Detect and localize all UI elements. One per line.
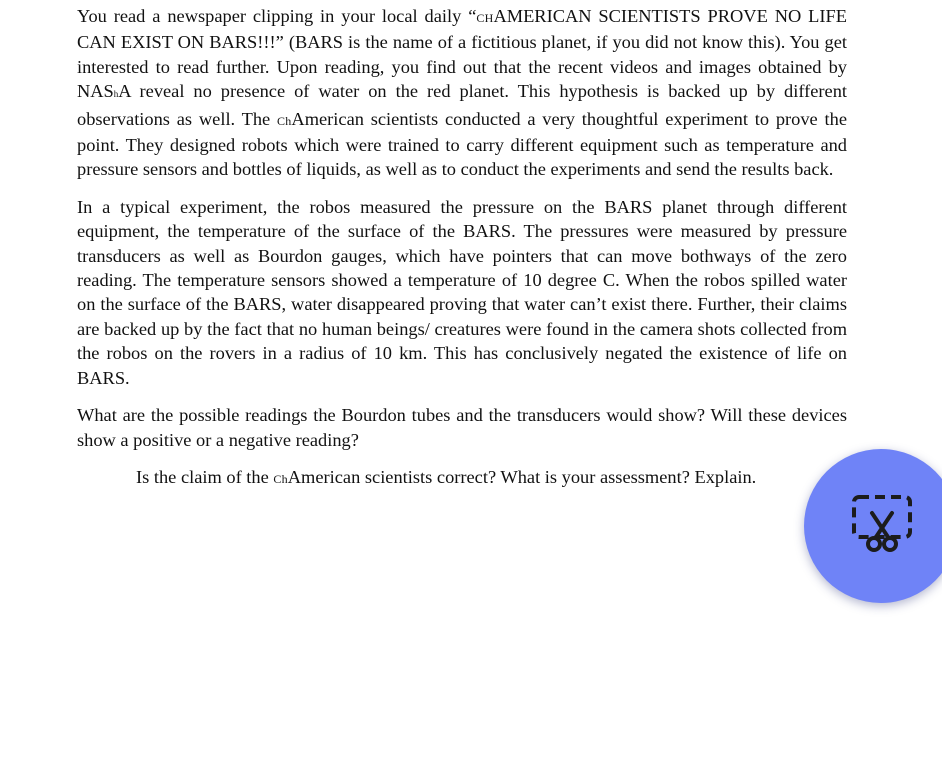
text-run: AMERICAN SCIENTISTS PROVE NO LIFE CAN EXIST ON BARS!!!” (BARS is the name of a fictitious planet, if you did not know this). You get interested to read further. Upon reading, you find out that the recent videos and images obtained by NAS xyxy=(77,6,847,102)
inline-mark: CH xyxy=(476,11,494,25)
text-run: American scientists correct? What is your assessment? Explain. xyxy=(287,466,757,487)
inline-mark: Ch xyxy=(277,113,292,128)
text-run: Is the claim of the xyxy=(136,466,274,487)
screenshot-cut-icon xyxy=(848,491,916,559)
inline-mark: h xyxy=(113,89,119,100)
text-run: You read a newspaper clipping in your local daily “ xyxy=(77,6,477,26)
screenshot-cut-button[interactable] xyxy=(804,449,942,603)
text-run: A reveal no presence of water on the red planet. This hypothesis is backed up by different observations as well. The xyxy=(77,81,847,129)
paragraph-experiment: In a typical experiment, the robos measured the pressure on the BARS planet through different equipment, the temperature of the surface of the BARS. The pressures were measured by pressure transducers as well as Bourdon gauges, which have pointers that can move bothways of the zero reading. The temperature sensors showed a temperature of 10 degree C. When the robos spilled water on the surface of the BARS, water disappeared proving that water can’t exist there. Further, their claims are backed up by the fact that no human beings/ creatures were found in the camera shots collected from the robos on the rovers in a radius of 10 km. This has conclusively negated the existence of life on BARS. xyxy=(77,196,847,388)
paragraph-question-readings: What are the possible readings the Bourdon tubes and the transducers would show? Will these devices show a positive or a negative reading? xyxy=(77,405,847,450)
text-run: American scientists conducted a very thoughtful experiment to prove the point. They designed robots which were trained to carry different equipment such as temperature and pressure sensors and bottles of liquids, as well as to conduct the experiments and send the results back. xyxy=(77,108,847,180)
document-body xyxy=(77,4,847,504)
inline-mark: Ch xyxy=(273,471,288,486)
paragraph-question-claim xyxy=(77,465,847,491)
paragraph-intro xyxy=(77,4,847,182)
